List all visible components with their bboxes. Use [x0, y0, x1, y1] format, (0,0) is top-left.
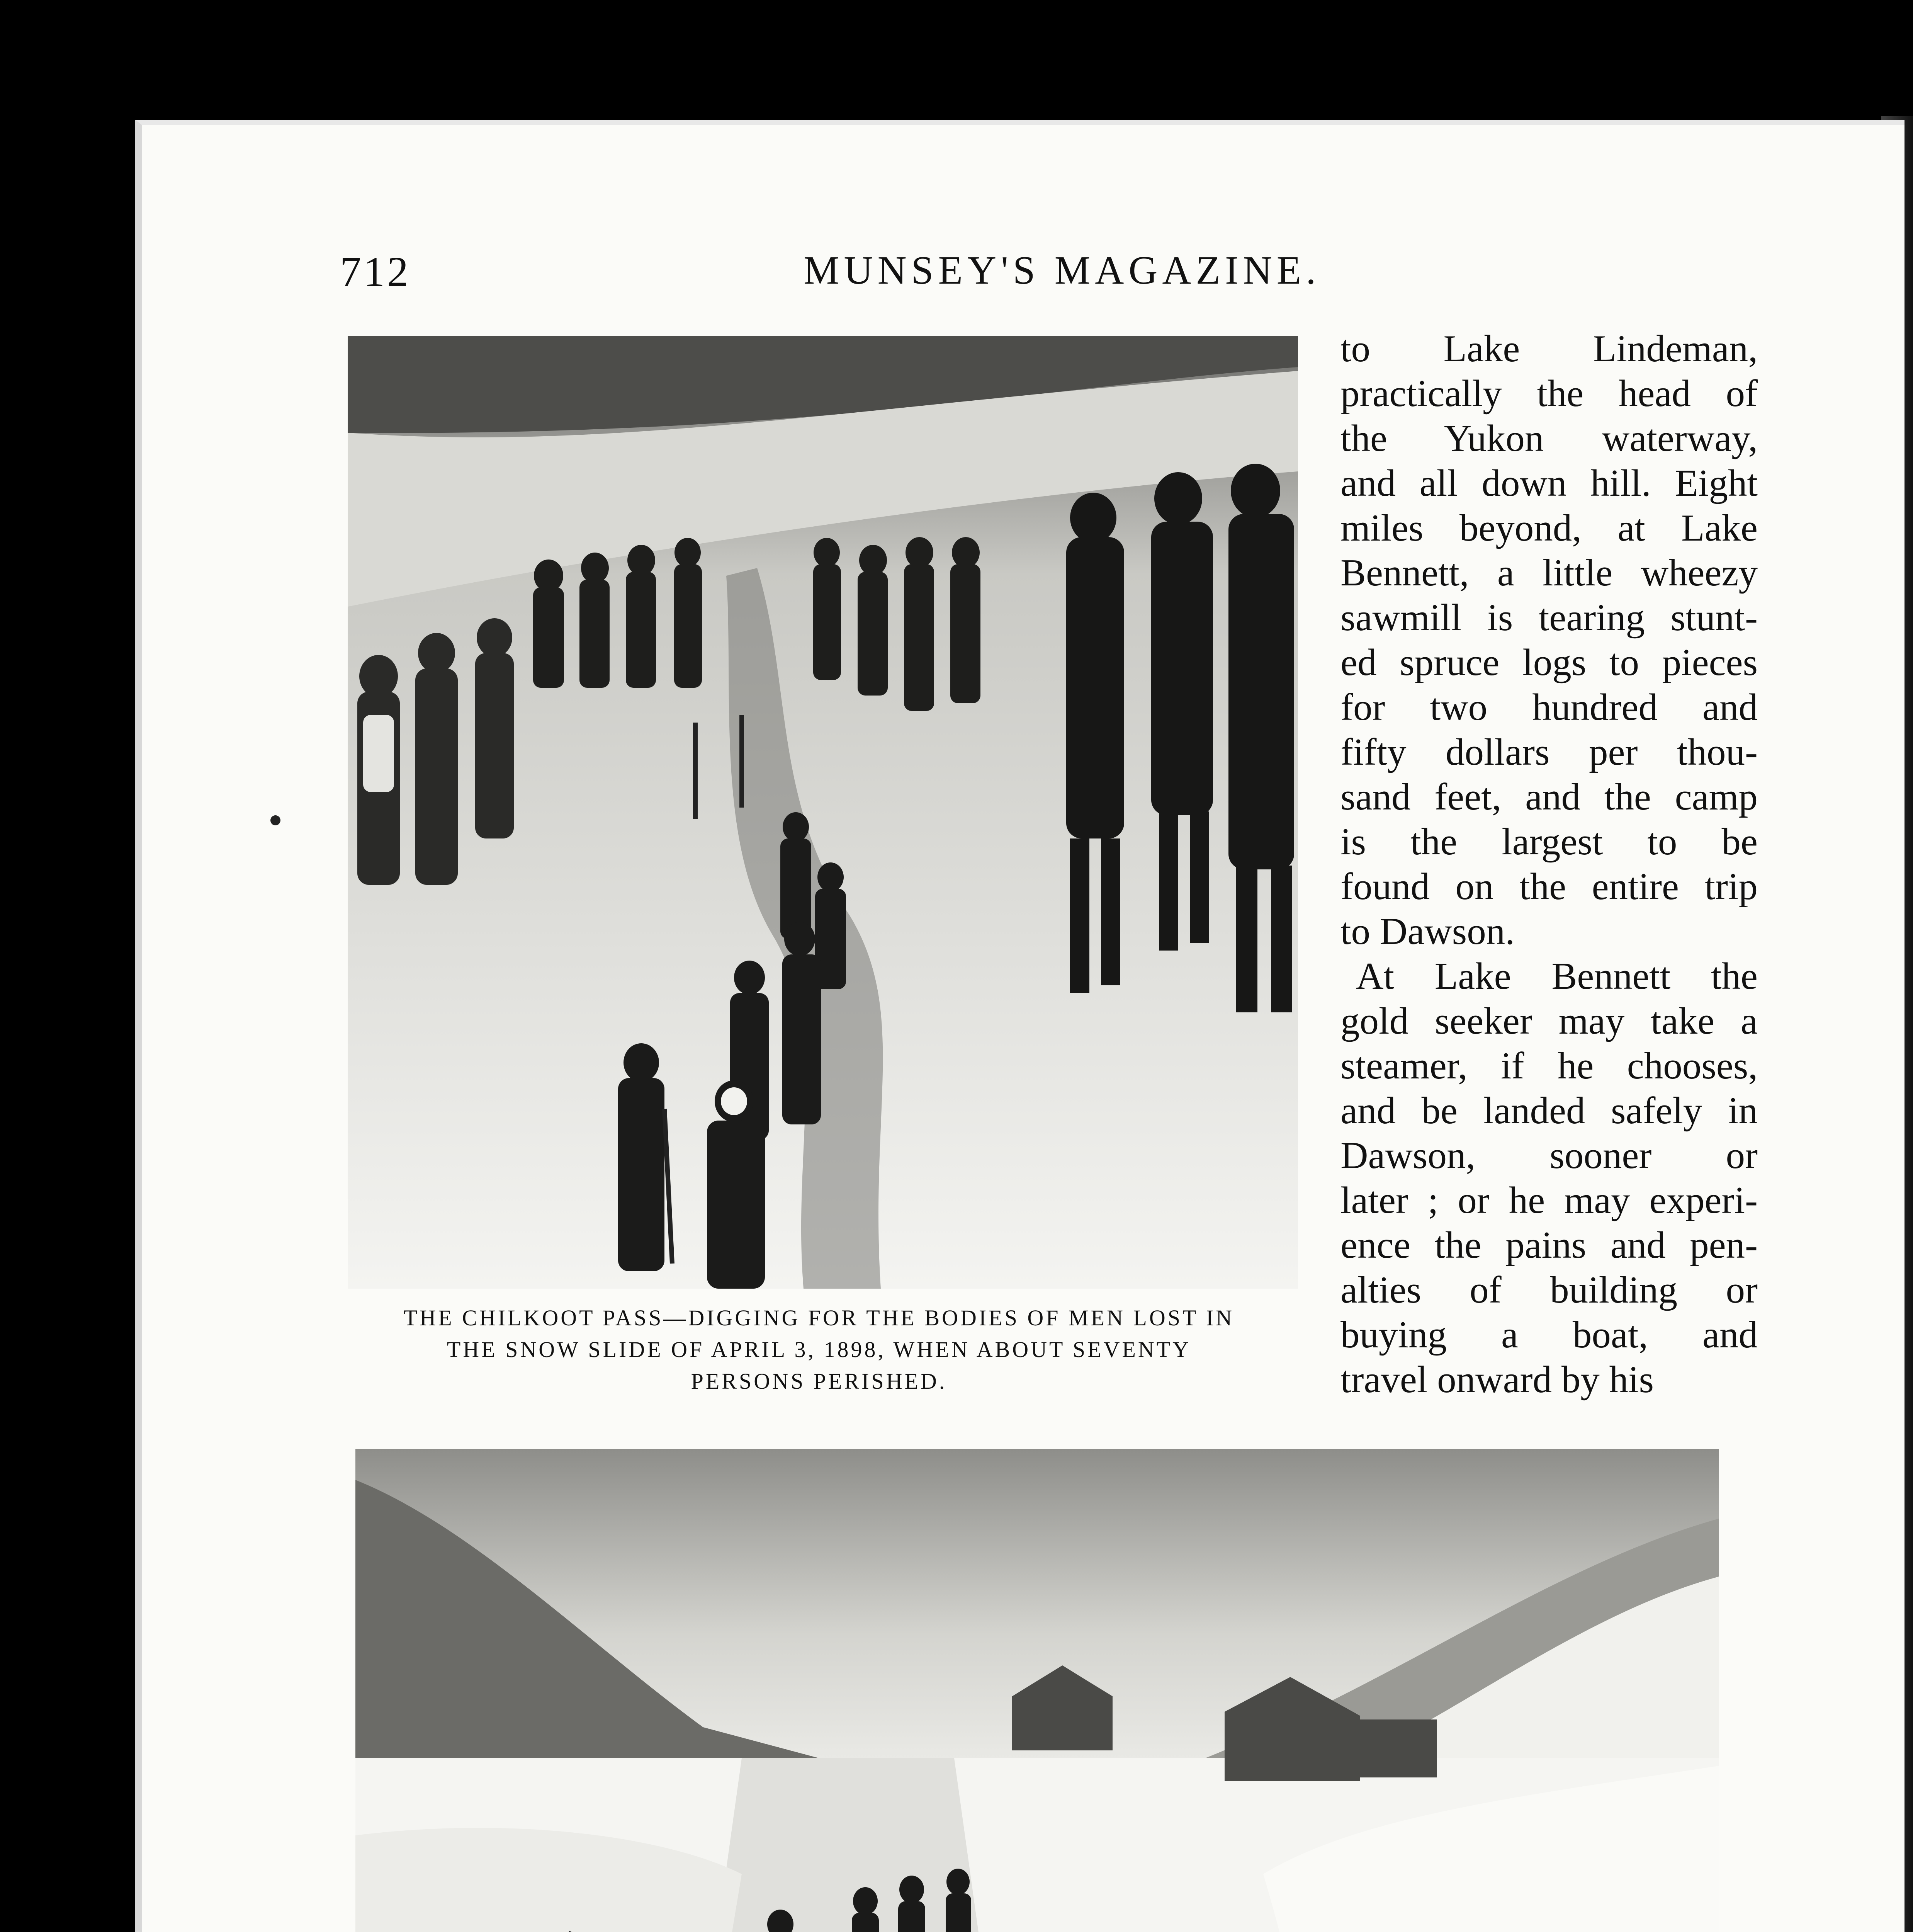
body-line: and all down hill. Eight [1340, 462, 1758, 504]
body-line: ed spruce logs to pieces [1340, 641, 1758, 684]
body-line: is the largest to be [1340, 821, 1758, 863]
article-body-column [1340, 327, 1758, 1402]
body-line: the Yukon waterway, [1340, 417, 1758, 459]
body-line: gold seeker may take a [1340, 1000, 1758, 1042]
body-line: to Lake Lindeman, [1340, 328, 1758, 370]
page-number: 712 [340, 248, 411, 295]
body-line: Dawson, sooner or [1340, 1134, 1758, 1177]
body-line: for two hundred and [1340, 686, 1758, 728]
body-line: sand feet, and the camp [1340, 776, 1758, 818]
top-figure-caption [336, 1302, 1302, 1397]
body-line: practically the head of [1340, 372, 1758, 415]
top-caption-line-3: PERSONS PERISHED. [691, 1369, 947, 1394]
top-caption-line-1: THE CHILKOOT PASS—DIGGING FOR THE BODIES OF MEN LOST IN [403, 1305, 1235, 1330]
summit-scene-image [355, 1449, 1719, 1932]
body-line: steamer, if he chooses, [1340, 1045, 1758, 1087]
body-line: sawmill is tearing stunt- [1340, 597, 1758, 639]
body-line: fifty dollars per thou- [1340, 731, 1758, 773]
top-caption-line-2: THE SNOW SLIDE OF APRIL 3, 1898, WHEN ABOUT SEVENTY [447, 1337, 1191, 1362]
chilkoot-digging-illustration [348, 336, 1298, 1289]
body-line: later ; or he may experi- [1340, 1179, 1758, 1221]
body-line: travel onward by his [1340, 1359, 1654, 1401]
chilkoot-summit-illustration [355, 1449, 1719, 1932]
body-line: buying a boat, and [1340, 1314, 1758, 1356]
body-line: to Dawson. [1340, 910, 1515, 952]
digging-scene-image [348, 336, 1298, 1289]
body-line: and be landed safely in [1340, 1090, 1758, 1132]
body-line: At Lake Bennett the [1356, 955, 1758, 997]
body-line: alties of building or [1340, 1269, 1758, 1311]
running-head: MUNSEY'S MAGAZINE. [804, 248, 1321, 293]
body-line: ence the pains and pen- [1340, 1224, 1758, 1266]
body-line: Bennett, a little wheezy [1340, 552, 1758, 594]
margin-mark [270, 815, 280, 825]
body-line: found on the entire trip [1340, 866, 1758, 908]
body-line: miles beyond, at Lake [1340, 507, 1758, 549]
